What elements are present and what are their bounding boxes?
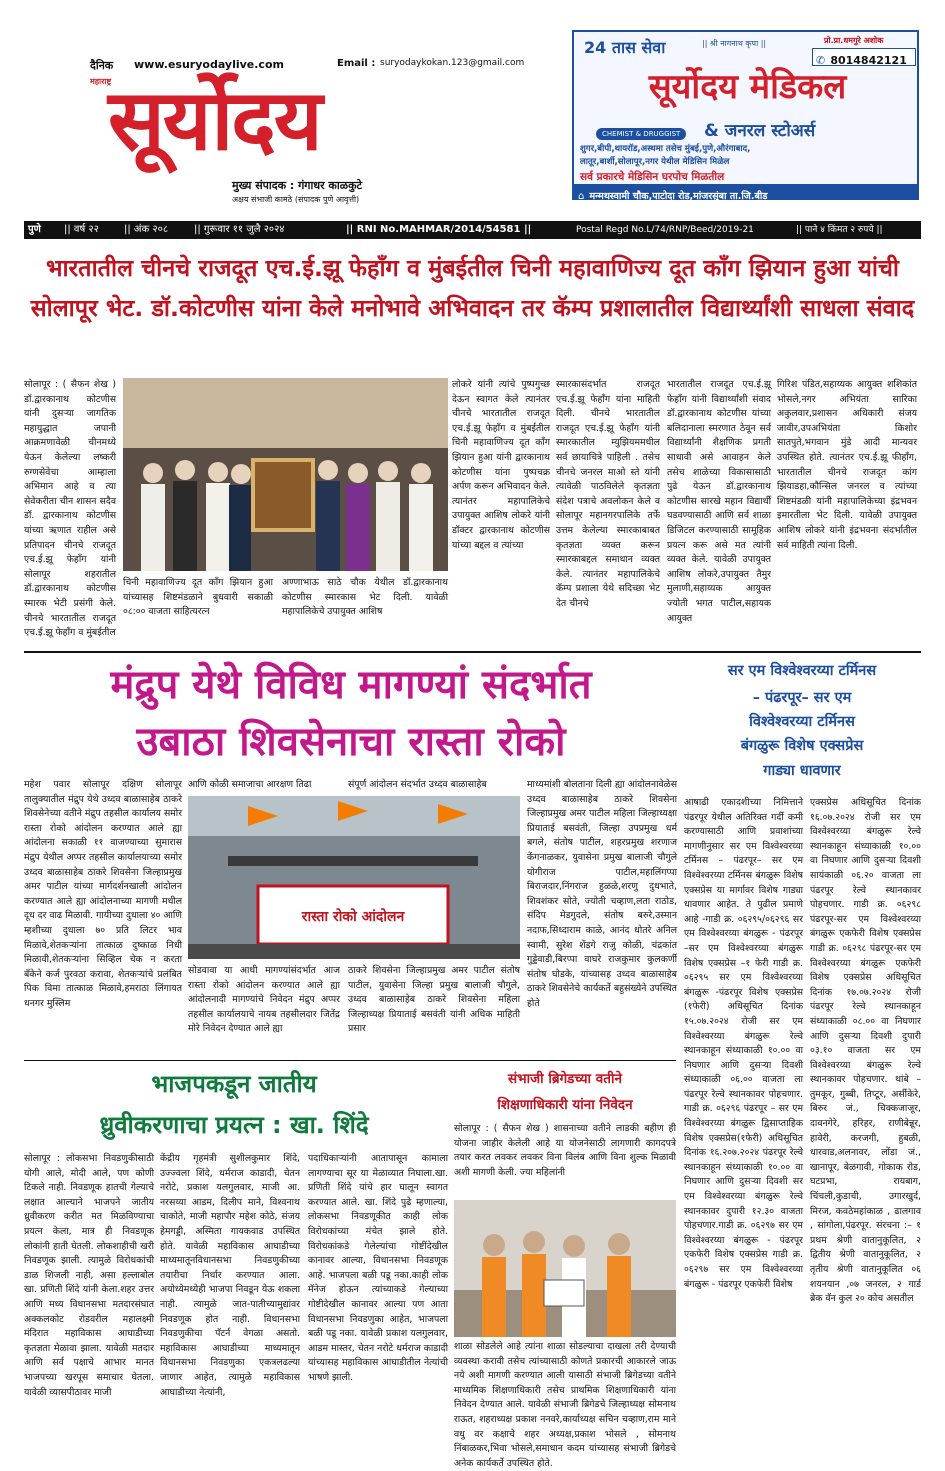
story2-photo (188, 796, 520, 959)
delegation-photo-illustration (123, 378, 448, 571)
protest-banner-text: रास्ता रोको आंदोलन (301, 909, 405, 925)
dateline-postal: Postal Regd No.L/74/RNP/Beed/2019-21 (576, 225, 754, 235)
story4-col2: केंद्रीय गृहमंत्री सुशीलकुमार शिंदे, उज्ज्वला शिंदे, धर्मराज काडादी, चेतन नरोटे, प्रकाश यलगुलवार, माजी आ. नरसय्या आडम, दिलीप माने, विश्वनाथ चाकोते, माजी महापौर महेश कोठे, संजय हेमगड्डी, अस्मिता गायकवाड उपस्थित होते. यावेळी महाविकास आघाडीच्या माध्यमातूनविधानसभा निवडणुकीच्या तयारीचा निर्धार करण्यात आला. अयोध्येमध्येही भाजपा निवडून येऊ शकला नाही. त्यामुळे जात-पातीच्यामुद्यांवर निवडणूक होत नाही. विधानसभा निवडणुकीचा पॅटर्न वेगळा असतो. महाविकास आघाडीच्या माध्यमातून विधानसभा निवडणुका एकत्रलढल्या जाणार आहेत, त्यामुळे महाविकास आघाडीच्या नेत्यांनी, (160, 1153, 300, 1398)
ad-line-1: शुगर,बीपी,थायरॉड,अस्थमा तसेच मुंबई,पुणे,औरंगाबाद, (580, 144, 751, 154)
dateline-price: || पाने ४ किंमत २ रुपये || (796, 225, 883, 235)
story1-col4: लोकरे यांनी त्यांचे पुष्पगुच्छ देऊन स्वागत केले त्यानंतर चीनचे भारतातील राजदूत एच.ई.झू फेहाँग व मुंबईतील चिनी महावाणिज्य दूत काँग झियान हुआ यांनी द्वारकानाथ कोटणीस यांना पुष्पचक्र अर्पण करून अभिवादन केले. त्यानंतर महापालिकेचे उपायुक्त आशिष लोकरे यांनी डॉक्टर द्वारकानाथ कोटणीस यांच्या बद्दल व त्यांच्या (452, 379, 550, 551)
story4-col1: सोलापूर : लोकसभा निवडणुकीसाठी योगी आले, मोदी आले, पण कोणी टिकले नाही. निवडणूक हातची गेल्याचे लक्षात आल्याने भाजपने जातीय ध्रुवीकरण करीत मत मिळविण्याचा प्रयत्न केला, मात्र ही निवडणूक लोकांनी हाती घेतली. लोकशाहीची खरी निवडणूक झाली. त्यामुळे विरोधकांची डाळ शिजली नाही, असा हल्लाबोल खा. प्रणिती शिंदे यांनी केला.शहर उत्तर आणि मध्य विधानसभा मतदारसंघात अक्कलकोट रोडवरील महालक्ष्मी मंदिरात महाविकास आघाडीच्या कृतज्ञता मेळावा झाला. यावेळी मतदार आणि सर्व पक्षाचे आभार मानत भाजपच्या खरपूस समाचार घेतला. यावेळी व्यासपीठावर माजी (24, 1153, 154, 1398)
story5-bottom-text: शाळा सोडलेले आहे त्यांना शाळा सोडल्याचा दाखला तरी देण्याची व्यवस्था करावी तसेच त्यांच्यासाठी कोणते प्रकारची आकारले जाऊ नये अशी मागणी करण्यात आली यासाठी संभाजी ब्रिगेडच्या वतीने माध्यमिक शिक्षणाधिकारी तसेच प्राथमिक शिक्षणाधिकारी यांना निवेदन देण्यात आले. यावेळी संभाजी ब्रिगेडचे जिल्हाध्यक्ष सोमनाथ राऊत, शहराध्यक्ष प्रकाश ननवरे,कार्याध्यक्ष सचिन चव्हाण,राम माने वधु वर कक्षाचे शहर अध्यक्ष,प्रकाश भोसले , सोमनाथ निंबाळकर,भिवा भोसले,समाधान कदम यांच्यासह संभाजी ब्रिगेडचे अनेक कार्यकर्ते उपस्थित होते. (454, 1341, 676, 1469)
story1-col3-bottom: अण्णाभाऊ साठे चौक येथील डॉ.द्वारकानाथ कोटणीस स्मारकास भेट दिली. यावेळी महापालिकेचे उपायुक्त आशिष (282, 577, 448, 618)
story2-col2-top: आणि कोळी समाजाचा आरक्षण तिढा (188, 779, 312, 790)
story1-col7: गिरिश पंडित,सहाय्यक आयुक्त शशिकांत भोसले,नगर अभियंता सारिका अकुलवार,प्रशासन अधिकारी संजय जावीर,उपअभियंता किशोर सातपुते,भगवान मुंडे आदी मान्यवर उपस्थित होते. त्यानंतर एच.ई.झू फीहाँग, भारतातील चीनचे राजदूत कांग झियाडहा,कौन्सिल जनरल व त्यांच्या शिष्टमंडळी यांनी महापालिकेच्या इंद्रभवन इमारतीला भेट दिली. यावेळी उपायुक्त आशिष लोकरे यांनी इंद्रभवना संदर्भातील सर्व माहिती त्यांना दिली. (777, 379, 917, 551)
tagline: अक्षय संभाजी कामठे (संपादक पुणे आवृत्ती) (232, 195, 360, 204)
story1-photo (123, 378, 448, 571)
story1-col6: भारतातील राजदूत एच.ई.झू फेहाँग यांनी विद्यार्थ्यांशी संवाद डॉ.द्वारकानाथ कोटणीस यांच्या बलिदानाला स्मरणात ठेवून सर्व विद्यार्थ्यांनी शैक्षणिक प्रगती साधावी असे आवाहन केले तसेच शाळेच्या विकासासाठी पुढे येऊन डॉ.द्वारकानाथ कोटणीस सारखे महान विद्यार्थी घडवण्यासाठी आणि सर्व शाळा डिजिटल करण्यासाठी सामूहिक प्रयत्न करू असे मत त्यांनी व्यक्त केले. यावेळी उपायुक्त आशिष लोकरे,उपायुक्त तैमुर मुलाणी,सहाय्यक आयुक्त ज्योती भगत पाटील,सहायक आयुक्त (667, 379, 771, 624)
story3-headline-line2: – पंढरपूर– सर एम (752, 690, 852, 706)
daily-label: दैनिक (90, 59, 114, 72)
story2-headline-line1: मंद्रुप येथे विविध मागण्यां संदर्भात (110, 662, 592, 708)
ad-line-2: लातूर,बार्शी,सोलापूर,नगर येथील मेडिसिन मिळेल (580, 157, 730, 167)
state-label: महाराष्ट्र (90, 77, 112, 86)
story5-headline-line1: संभाजी ब्रिगेडच्या वतीने (508, 1071, 622, 1087)
story5-headline-line2: शिक्षणाधिकारी यांना निवेदन (497, 1097, 633, 1113)
ad-phone: 8014842121 (830, 54, 907, 67)
story3-col1: आषाढी एकादशीच्या निमित्ताने पंढरपूर येथील अतिरिक्त गर्दी कमी करण्यासाठी आणि प्रवाशांच्या मागणीनुसार सर एम विश्वेश्वरय्या टर्मिनस – पंढरपूर– सर एम विश्वेश्वरय्या टर्मिनस बंगळुरू विशेष एक्सप्रेस या मार्गावर विशेष गाड्या धावणार आहेत. ते पुढील प्रमाणे आहे -गाडी क्र. ०६२९५/०६२९६ सर एम विश्वेश्वरय्या बंगळुरू - पंढरपूर –सर एम विश्वेश्वरय्या बंगळुरू विशेष एक्सप्रेस –१ फेरी गाडी क्र. ०६२९५ सर एम विश्वेश्वरय्या बंगळुरू -पंढरपूर विशेष एक्सप्रेस (१फेरी) अधिसूचित दिनांक १५.०७.२०२४ रोजी सर एम विश्वेश्वरय्या बंगळुरू रेल्वे स्थानकाहून संध्याकाळी १०.०० वा निघणार आणि दुसऱ्या दिवशी संध्याकाळी ०६.०० वाजता ला पंढरपूर रेल्वे स्थानकावर पोहचणार. गाडी क्र. ०६२९६ पंढरपूर – सर एम विश्वेश्वरय्या बंगळुरू द्विसाप्ताहिक विशेष एक्सप्रेस(१फेरी) अधिसूचित दिनांक १६.२०७.२०२४ पंढरपूर रेल्वे स्थानकाहून संध्याकाळी १०.०० वा निघणार आणि दुसऱ्या दिवशी सर एम विश्वेश्वरय्या बंगळुरू रेल्वे स्थानकावर दुपारी १२.३० वाजता पोहचणार.गाडी क्र. ०६२९७ सर एम विश्वेश्वरय्या बंगळुरू - पंढरपूर एकफेरी विशेष एक्सप्रेस गाडी क्र. ०६२९७ सर एम विश्वेश्वरय्या बंगळुरू - पंढरपूर एकफेरी विशेष (684, 797, 803, 1290)
story1-col5: स्मारकासंदर्भात राजदूत एच.ई.झू फेहाँग यांना माहिती दिली. चीनचे भारतातील राजदूत एच.ई.झू फेहाँग यांनी स्मारकातील म्युझियममधील सर्व छायाचित्रे पाहिली . तसेच चीनचे जनरल माओ स्ते यांनी त्यावेळी पाठविलेले कृतज्ञता संदेश पत्राचे अवलोकन केले व सोलापूर महानगरपालिके तर्फे उत्तम केलेल्या स्मारकाबाबत कृतज्ञता व्यक्त करून स्मारकाबद्दल समाधान व्यक्त केले. त्यानंतर महापालिकेचे कॅम्प प्रशाला येथे सदिच्छा भेट देत चीनचे (556, 379, 660, 609)
memorandum-photo-illustration (454, 1200, 676, 1337)
dateline-bar (24, 221, 921, 239)
story2-col4: माध्यमांशी बोलताना दिली ह्या आंदोलनावेळेस उध्दव बाळासाहेब ठाकरे शिवसेना जिल्हाप्रमुख अमर पाटील महिला जिल्हाध्यक्षा प्रियाताई बसवंती, जिल्हा उपप्रमुख धर्म बगले, संतोष पाटील, शहरप्रमुख शरणाज केंगनाळकर, युवासेना प्रमुख बालाजी चौगुले योगीराज पाटील,महालिंगप्पा बिराजदार,निंगराज हुळळे,शरणु दुधभाते, शिवशंकर सोते, ज्योती चव्हाण,लता राठोड, संदिप मेडगुदले, संतोष बरुरे,उस्मान नदाफ,सिध्दाराम काळे, आनंद धोतरे अनिल स्वामी, सुरेश शेंडगे राजु कोळी, चंद्रकांत गुड्डेवाडी,बिरप्पा वाघरे राजकुमार कुलकर्णी संतोष घोडके, यांच्यासह उध्दव बाळासाहेब ठाकरे शिवसेनेचे कार्यकर्ते बहुसंख्येने उपस्थित होते (527, 779, 677, 1009)
story2-col2-bottom: सोडवावा या आधी मागण्यांसंदर्भात आज रास्ता रोको आंदोलन करण्यात आले ह्या आंदोलनादी मागण्यांचे निवेदन मंद्रुप अप्पर तहसील कार्यालयाचे नायब तहसीलदार जितेंद्र मोरे निवेदन देण्यात आले ह्या (188, 965, 340, 1035)
story3-headline-line5: गाड्या धावणार (763, 763, 841, 779)
chief-editor: मुख्य संपादक : गंगाधर काळकुटे (232, 179, 363, 192)
ad-chemist-badge: CHEMIST & DRUGGIST (596, 128, 686, 140)
location-icon: ⌂ (578, 191, 585, 202)
ad-blessing: || श्री नागनाथ कृपा || (702, 39, 767, 48)
story5-headline (454, 1066, 676, 1118)
story1-headline: भारतातील चीनचे राजदूत एच.ई.झू फेहाँग व मुंबईतील चिनी महावाणिज्य दूत काँग झियान हुआ यांची सोलापूर भेट. डॉ.कोटणीस यांना केले मनोभावे अभिवादन तर कॅम्प प्रशालातील विद्यार्थ्यांशी साधला संवाद (30, 254, 915, 322)
story1-col2-bottom: चिनी महावाणिज्य दूत काँग झियान हुआ यांच्यासह शिष्टमंडळाने बुधवारी सकाळी ०८:०० वाजता साहित्यरत्न (123, 577, 273, 618)
ad-line-3: सर्व प्रकारचे मेडिसिन घरपोच मिळतील (580, 171, 725, 183)
website-link[interactable]: www.esuryodaylive.com (134, 58, 284, 71)
phone-icon: ✆ (816, 54, 826, 67)
ad-shop-suffix: & जनरल स्टोअर्स (704, 121, 816, 141)
protest-photo-illustration (188, 796, 520, 959)
story3-headline-line3: विश्वेश्वरय्या टर्मिनस (749, 714, 855, 730)
lower-divider (24, 1060, 676, 1061)
story3-headline-line1: सर एम विश्वेश्वरय्या टर्मिनस (727, 663, 877, 679)
story2-col1: महेश पवार सोलापूर दक्षिण सोलापूर तालुक्यातील मंद्रुप येथे उध्दव बाळासाहेब ठाकरे शिवसेनेच्या वतीने मंद्रुप तहसील कार्यालय समोर रास्ता रोको आंदोलन करण्यात आले ह्या आंदोलना सकाळी ११ वाजण्याच्या सुमारास मंद्रुप येथील अप्पर तहसील कार्यालयाच्या समोर उध्दव बाळासाहेब ठाकरे शिवसेना जिल्हाप्रमुख अमर पाटील यांच्या मार्गदर्शनखाली आंदोलन करण्यात आले ह्या आंदोलनाच्या मागणी मधील दूध दर वाढ मिळावी. गायीच्या दुधाला ४० आणि म्हशीच्या दुधाला ७० प्रति लिटर भाव मिळावे,शेतकऱ्यांना तात्काळ दुष्काळ निधी मिळावी,शेतकऱ्यांना सिव्हिल चेक न करता बँकेने कर्ज पुरवठा करावा, शेतकऱ्यांचे प्रलंबित पिक विमा तात्काळ मिळावे,हमराठा लिंगायत धनगर मुस्लिम (24, 779, 182, 1009)
story2-col3-top: संपूर्ण आंदोलन संदर्भात उध्दव बाळासाहेब (348, 779, 487, 790)
dateline-rni: || RNI No.MAHMAR/2014/54581 || (346, 224, 532, 235)
story1-col1: सोलापूर : ( सैफन शेख ) डॉ.द्वारकानाथ कोटणीस यांनी दुसऱ्या जागतिक महायुद्धात जपानी आक्रमणावेळी चीनमध्ये येऊन केलेल्या लष्करी रुग्णसेवेचा आम्हाला अभिमान आहे व त्या सेवेकरीता चीन शासन सदैव डॉ. द्वारकानाथ कोटणीस यांच्या ऋणात राहील असे प्रतिपादन चीनचे राजदूत एच.ई.झू फेहाँग यांनी सोलापूर शहरातील डॉ.द्वारकानाथ कोटणीस स्मारक भेटी प्रसंगी केले. चीनचे भारतातील राजदूत एच.ई.झू फेहाँग व मुंबईतील (24, 379, 116, 639)
ad-service-24: 24 तास सेवा (584, 38, 666, 57)
section-divider (24, 651, 921, 653)
story5-photo (454, 1200, 676, 1337)
story2-headline-line2: उबाठा शिवसेनाचा रास्ता रोको (136, 719, 566, 765)
newspaper-title: सूर्योदय (108, 71, 321, 169)
ad-shop-name: सूर्योदय मेडिकल (648, 67, 847, 107)
email-link[interactable]: suryodaykokan.123@gmail.com (380, 58, 525, 68)
ad-address-bar (574, 184, 917, 200)
medical-advertisement (572, 30, 919, 200)
story2-col3-bottom: ठाकरे शिवसेना जिल्हाप्रमुख अमर पाटील संतोष पाटील, युवासेना जिल्हा प्रमुख बालाजी चौगुले, उध्दव बाळासाहेब ठाकरे शिवसेना महिला जिल्हाध्यक्ष प्रियाताई बसवंती यांनी अधिक माहिती प्रसार (348, 965, 520, 1035)
story4-col3: पदाधिकाऱ्यांनी आतापासून कामाला लागण्याचा सूर या मेळाव्यात निघाला.खा. प्रणिती शिंदे यांचे हार घालून स्वागत करण्यात आले. खा. शिंदे पुढे म्हणाल्या, लोकसभा निवडणूकीत काही लोक विरोधकांच्या मंचेत झाले होते. विरोधकांकडे गेलेल्यांचा गोष्टींदेखील कानावर आल्या, विधानसभा निवडणूक आहे. भाजपला बळी पडू नका.काही लोक मॅनेज होऊन त्यांच्याकडे गेल्याच्या गोष्टीदेखील कानावर आल्या पण आता विधानसभा निवडणुका आहेत, भाजपला बळी पडू नका. यावेळी प्रकाश यलगुलवार, आडम मास्तर, चेतन नरोटे धर्मराज काडादी यांच्यासह महाविकास आघाडीतील नेत्यांची भाषणे झाली. (308, 1153, 448, 1383)
dateline-city: पुणे (28, 224, 41, 235)
dateline-date: || गुरूवार ११ जुलै २०२४ (194, 224, 285, 235)
story3-headline (684, 656, 920, 784)
dateline-year: || वर्ष २२ (64, 224, 99, 235)
ad-address: मन्मथस्वामी चौक,पाटोदा रोड,मांजरसुंबा ता.जि.बीड (589, 191, 768, 202)
email-label: Email : (337, 58, 376, 69)
dateline-issue: || अंक २०८ (124, 224, 169, 235)
story4-headline-line2: ध्रुवीकरणाचा प्रयत्न : खा. शिंदे (99, 1111, 369, 1139)
story3-col2: एक्सप्रेस अधिसूचित दिनांक १६.०७.२०२४ रोजी सर एम विश्वेश्वरय्या बंगळुरू रेल्वे स्थानकाहून संध्याकाळी १०.०० वा निघणार आणि दुसऱ्या दिवशी सायंकाळी ०६.२० वाजता ला पंढरपूर रेल्वे स्थानकावर पोहचणार. गाडी क्र. ०६२९८ पंढरपूर-सर एम विश्वेश्वरय्या बंगळुरू एकफेरी विशेष एक्सप्रेस गाडी क्र. ०६२९८ पंढरपूर-सर एम विश्वेश्वरय्या बंगळुरू एकफेरी विशेष एक्सप्रेस अधिसूचित दिनांक १७.०७.२०२४ रोजी पंढरपूर रेल्वे स्थानकाहून संध्याकाळी ०८.०० वा निघणार आणि दुसऱ्या दिवशी दुपारी ०३.१० वाजता सर एम विश्वेश्वरय्या बंगळुरू रेल्वे स्थानकावर पोहचणार. थांबे – तुमकूर, गुब्बी, तिप्टूर, अर्सीकेरे, बिरुर जं., चिक्कजाजूर, दावनगेरे, हरिहर, राणीबेन्नूर, हावेरी, करजगी, हुबळी, धारवाड,अलनावर, लोंडा जं., खानापूर, बेळगावी, गोकाक रोड, घटप्रभा, रायबाग, चिंचली,कुडाची, उगारखुर्द, मिरज, कवठेमहांकाळ , ढालगाव , सांगोला,पंढरपूर. संरचना :– १ प्रथम श्रेणी वातानुकूलित, २ द्वितीय श्रेणी वातानुकूलित, २ तृतीय श्रेणी वातानुकूलित ०६ शयनयान ,०७ जनरल, २ गार्ड ब्रेक वॅन कुल २० कोच असतील (810, 797, 921, 1305)
story3-headline-line4: बंगळुरू विशेष एक्सप्रेस (740, 738, 864, 754)
ad-proprietor: प्रो.प्रा.धमगुरे अशोक (824, 36, 884, 45)
story4-headline-line1: भाजपकडून जातीय (151, 1070, 317, 1098)
story5-top-text: सोलापूर : ( सैफन शेख ) शासनाच्या वतीने लाडकी बहीण ही योजना जाहीर केलेली आहे या योजनेसाठी लागणारी कागदपत्रे तयार करत लवकर लवकर विना विलंब आणि विना शुल्क मिळावी अशी मागणी केली. ज्या महिलांनी (454, 1123, 676, 1178)
